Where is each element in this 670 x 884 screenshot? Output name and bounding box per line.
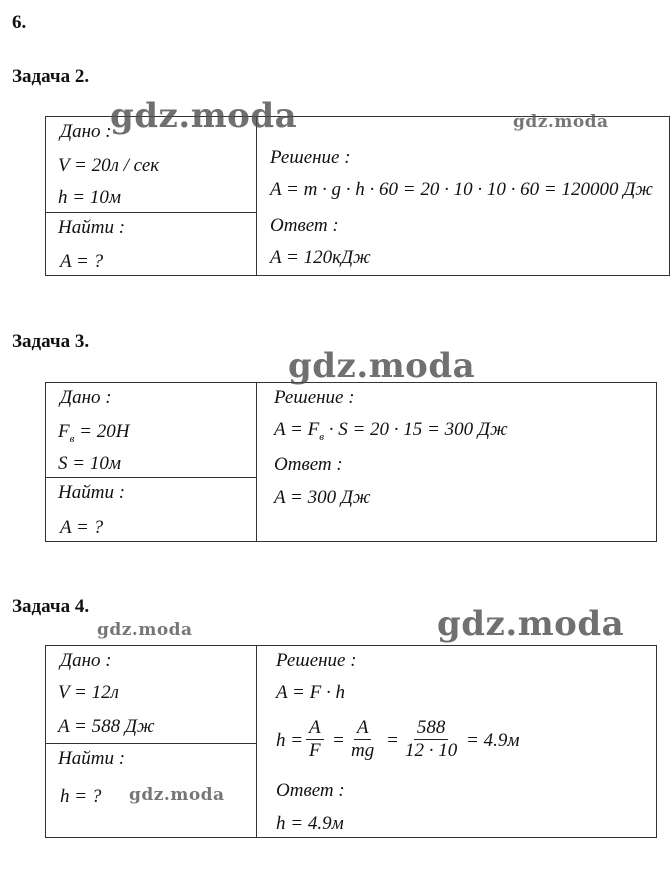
formula-result: = 4.9м	[466, 730, 520, 751]
solution-line: A = m · g · h · 60 = 20 · 10 · 10 · 60 = 120000 Дж	[270, 179, 653, 200]
given-label: Дано :	[60, 121, 112, 142]
find-label: Найти :	[58, 482, 126, 503]
task-2-heading: Задача 2.	[12, 66, 90, 87]
fraction-a-over-mg: $\frac{A}{mg}$	[351, 717, 375, 761]
answer-label: Ответ :	[270, 215, 339, 236]
solution-line: $A = F_в \cdot S = 20 \cdot 15 = 300$ Дж	[274, 419, 508, 443]
watermark: gdz.moda	[437, 604, 625, 644]
page-number: 6.	[12, 12, 27, 33]
column-divider	[256, 383, 257, 541]
given-line: S = 10м	[58, 453, 121, 474]
fraction-588-over-120: $\frac{588}{12 \cdot 10}$	[405, 717, 458, 761]
task-4-heading: Задача 4.	[12, 596, 90, 617]
watermark: gdz.moda	[129, 785, 225, 805]
row-divider	[46, 477, 257, 478]
column-divider	[256, 117, 257, 275]
solution-label: Решение :	[276, 650, 357, 671]
given-label: Дано :	[60, 650, 112, 671]
task-3-heading: Задача 3.	[12, 331, 90, 352]
formula-equals: =	[386, 730, 399, 751]
answer-value: A = 300 Дж	[274, 487, 371, 508]
task-2-table	[45, 116, 670, 276]
given-line: A = 588 Дж	[58, 716, 155, 737]
solution-label: Решение :	[270, 147, 351, 168]
given-line: V = 12л	[58, 682, 119, 703]
task-3-table	[45, 382, 657, 542]
find-label: Найти :	[58, 217, 126, 238]
find-line: A = ?	[60, 251, 104, 272]
answer-value: h = 4.9м	[276, 813, 344, 834]
fraction-a-over-f: $\frac{A}{F}$	[306, 718, 324, 761]
answer-label: Ответ :	[276, 780, 345, 801]
given-label: Дано :	[60, 387, 112, 408]
find-label: Найти :	[58, 748, 126, 769]
formula-equals: =	[332, 730, 345, 751]
find-line: h = ?	[60, 786, 102, 807]
formula-h-eq: h =	[276, 730, 304, 751]
watermark: gdz.moda	[513, 112, 609, 132]
answer-value: A = 120кДж	[270, 247, 371, 268]
given-line: $F_в = 20H$	[58, 421, 130, 445]
column-divider	[256, 646, 257, 837]
find-line: A = ?	[60, 517, 104, 538]
given-line: h = 10м	[58, 187, 121, 208]
given-line: V = 20л / сек	[58, 155, 160, 176]
watermark: gdz.moda	[288, 346, 476, 386]
subscript: в	[69, 432, 75, 445]
row-divider	[46, 743, 257, 744]
solution-line: A = F · h	[276, 682, 345, 703]
watermark: gdz.moda	[110, 96, 298, 136]
row-divider	[46, 212, 257, 213]
watermark: gdz.moda	[97, 620, 193, 640]
task-4-table	[45, 645, 657, 838]
solution-label: Решение :	[274, 387, 355, 408]
answer-label: Ответ :	[274, 454, 343, 475]
